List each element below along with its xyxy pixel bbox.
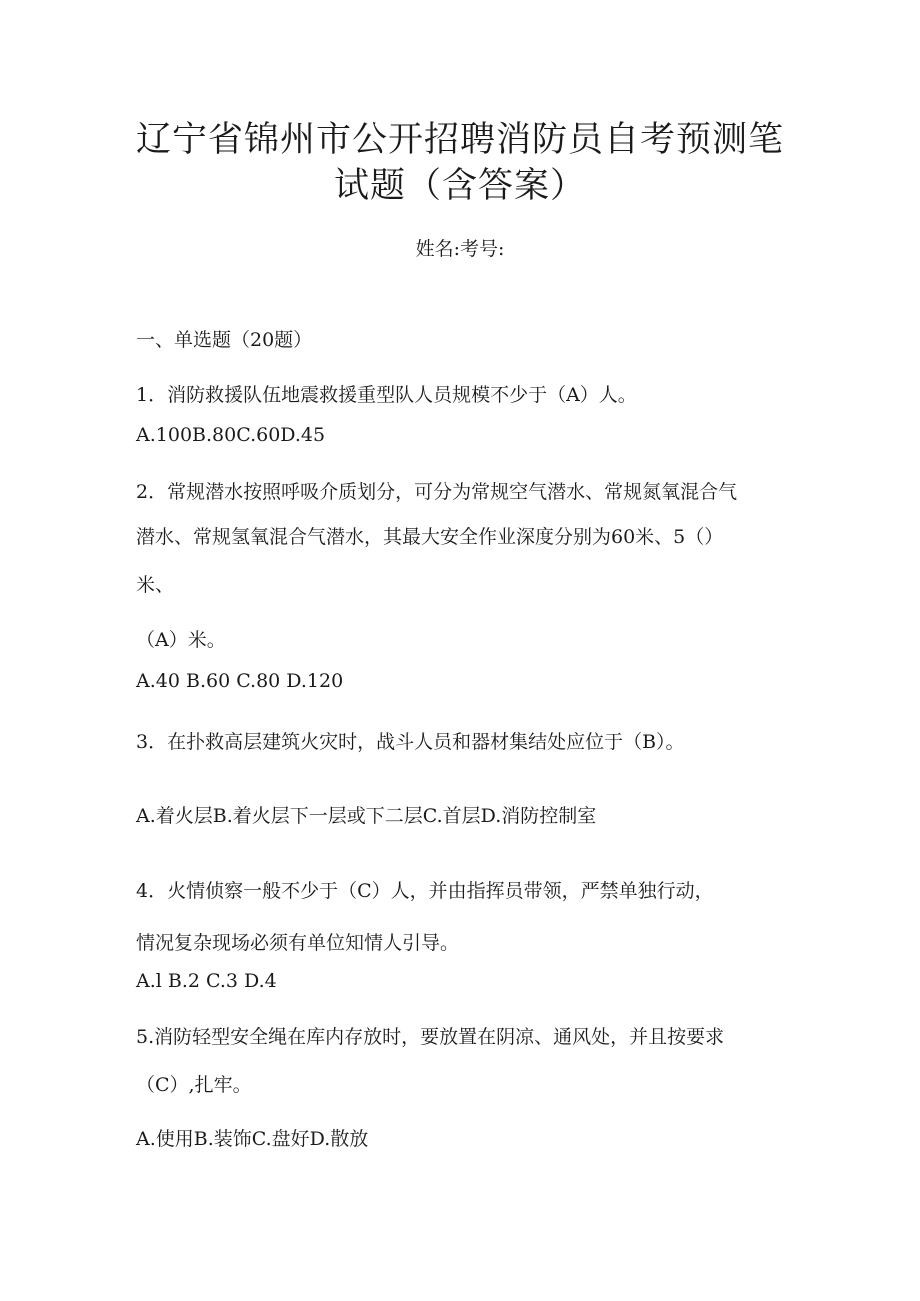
question-1-stem: 1．消防救援队伍地震救援重型队人员规模不少于（A）人。 bbox=[136, 384, 637, 406]
question-4-options: A.l B.2 C.3 D.4 bbox=[136, 970, 277, 992]
section-heading: 一、单选题（20题） bbox=[136, 329, 313, 351]
question-5-stem-line-2: （C）,扎牢。 bbox=[136, 1074, 252, 1096]
question-3-stem: 3．在扑救高层建筑火灾时，战斗人员和器材集结处应位于（B）。 bbox=[136, 731, 685, 753]
title-line-1: 辽宁省锦州市公开招聘消防员自考预测笔 bbox=[135, 120, 784, 160]
question-5-options: A.使用B.装饰C.盘好D.散放 bbox=[136, 1128, 369, 1150]
name-id-label: 姓名:考号: bbox=[415, 238, 505, 260]
question-5-stem-line-1: 5.消防轻型安全绳在库内存放时，要放置在阴凉、通风处，并且按要求 bbox=[136, 1026, 725, 1048]
question-2-stem-line-2: 潜水、常规氢氧混合气潜水，其最大安全作业深度分别为60米、5（） bbox=[136, 526, 724, 548]
question-4-stem-line-2: 情况复杂现场必须有单位知情人引导。 bbox=[136, 932, 460, 954]
question-4-stem-line-1: 4．火情侦察一般不少于（C）人，并由指挥员带领，严禁单独行动， bbox=[136, 880, 714, 902]
question-2-options: A.40 B.60 C.80 D.120 bbox=[136, 670, 344, 692]
question-2-stem-line-3: 米、 bbox=[136, 574, 175, 596]
title-line-2: 试题（含答案） bbox=[333, 166, 586, 206]
question-2-stem-line-4: （A）米。 bbox=[136, 629, 226, 651]
question-1-options: A.100B.80C.60D.45 bbox=[136, 424, 326, 446]
question-3-options: A.着火层B.着火层下一层或下二层C.首层D.消防控制室 bbox=[136, 805, 597, 827]
question-2-stem-line-1: 2．常规潜水按照呼吸介质划分，可分为常规空气潜水、常规氮氧混合气 bbox=[136, 481, 738, 503]
